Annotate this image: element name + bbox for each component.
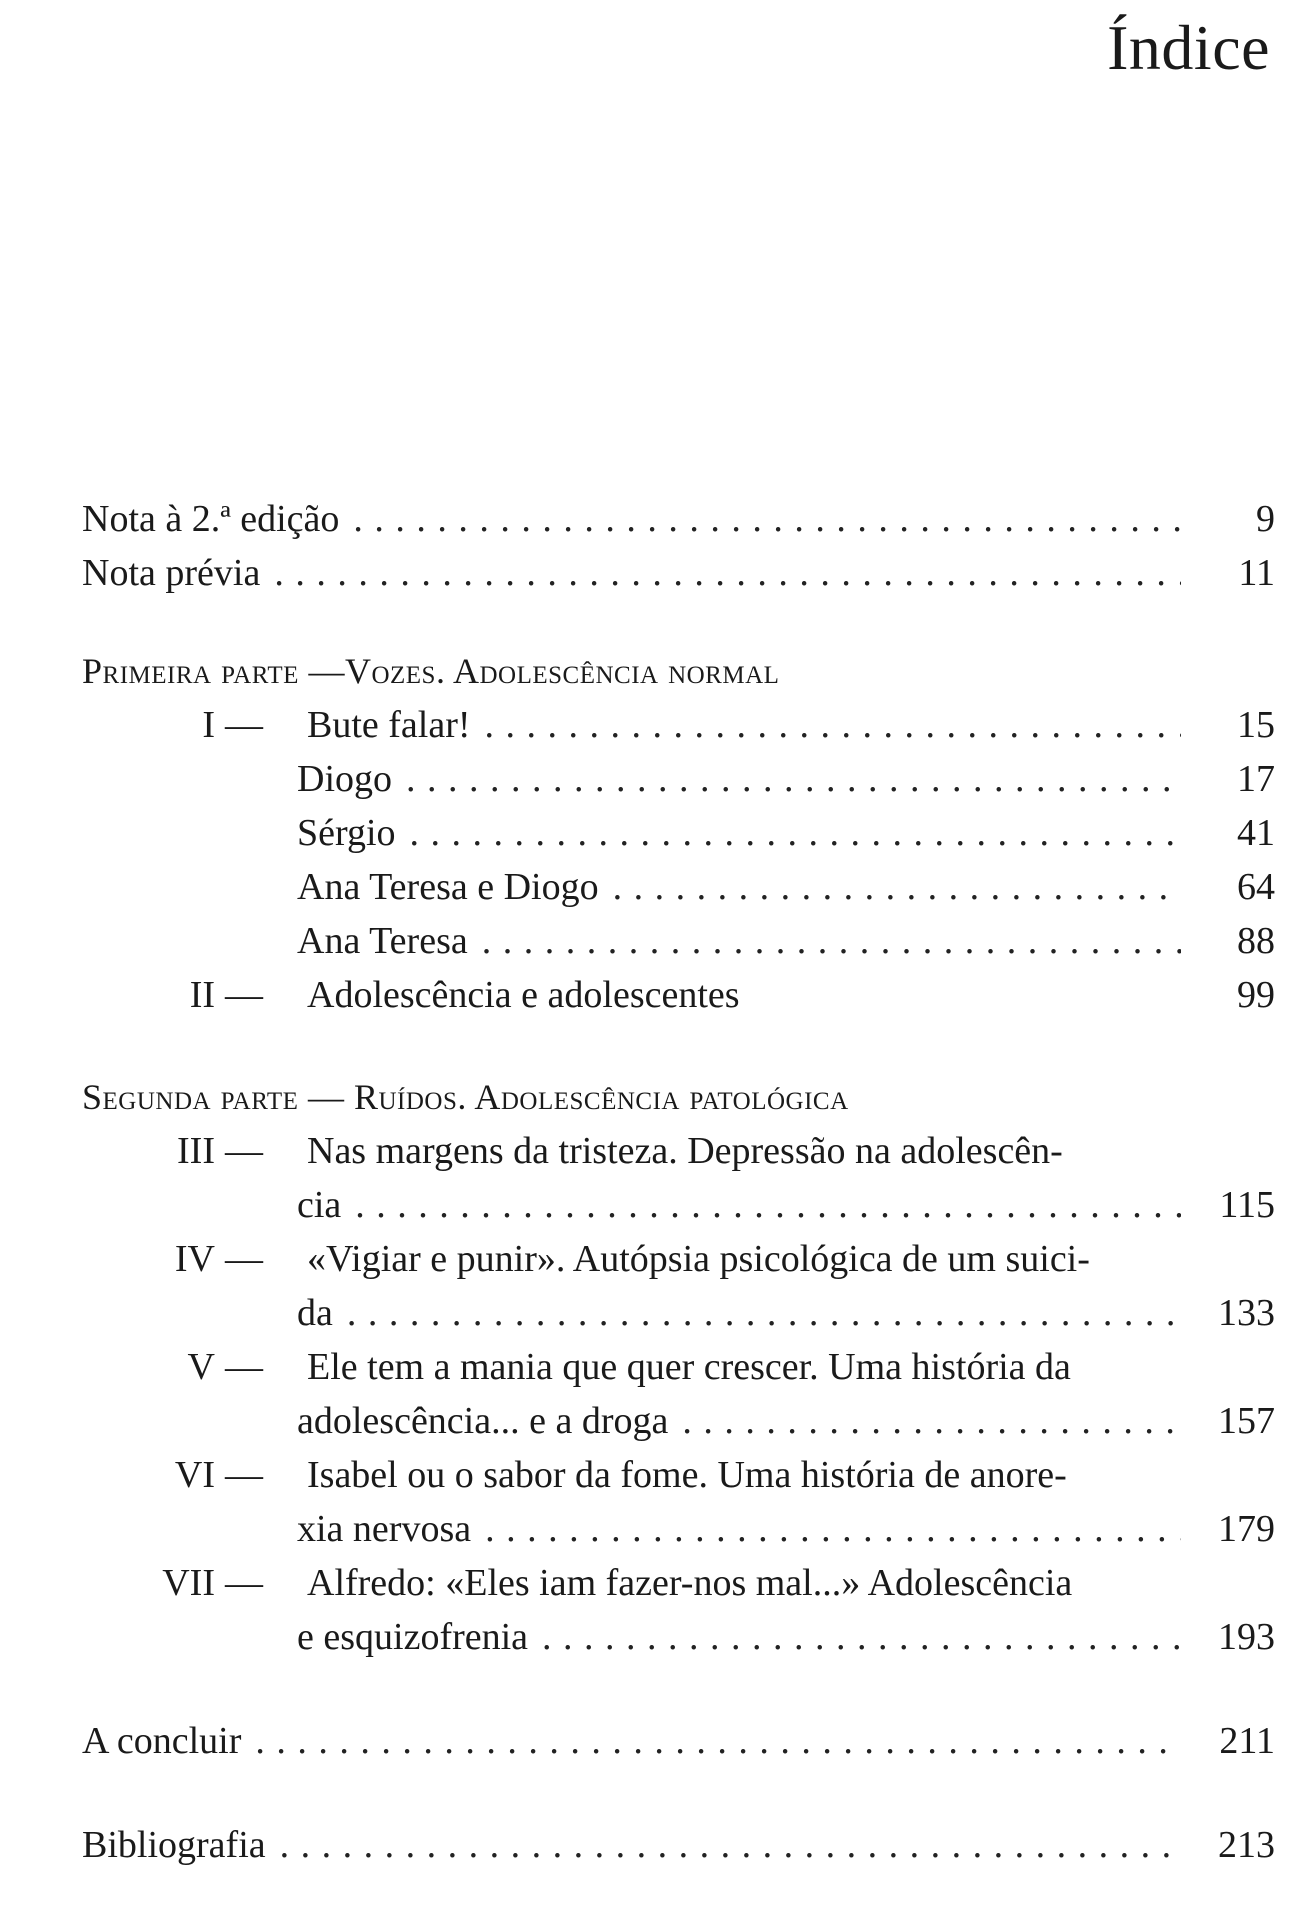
toc-entry-label: Alfredo: «Eles iam fazer-nos mal...» Adolescência <box>307 1562 1073 1604</box>
toc-entry-label: «Vigiar e punir». Autópsia psicológica de um suici- <box>307 1238 1090 1280</box>
dot-leader <box>485 1502 1181 1556</box>
dot-leader <box>410 806 1181 860</box>
toc-entry-continuation[interactable] <box>82 1178 1275 1232</box>
toc-page-number: 133 <box>1218 1292 1275 1334</box>
section-gap <box>82 1768 1275 1818</box>
toc-entry[interactable] <box>82 546 1275 600</box>
toc-page-number: 115 <box>1219 1184 1275 1226</box>
toc-entry-continuation[interactable] <box>82 1610 1275 1664</box>
toc-entry-label: adolescência... e a droga <box>297 1400 669 1442</box>
toc-subentry[interactable] <box>82 752 1275 806</box>
toc-entry-continuation[interactable] <box>82 1502 1275 1556</box>
toc-entry-label: cia <box>297 1184 342 1226</box>
toc-subentry[interactable] <box>82 806 1275 860</box>
toc-entry-label: Ana Teresa <box>297 920 468 962</box>
chapter-number: VII <box>162 1562 215 1604</box>
toc-page-number: 157 <box>1218 1400 1275 1442</box>
toc-entry-label: Sérgio <box>297 812 396 854</box>
chapter-number: II <box>189 974 215 1016</box>
toc-page-number: 9 <box>1256 498 1275 540</box>
toc-entry-label: Isabel ou o sabor da fome. Uma história de anore- <box>307 1454 1067 1496</box>
toc-entry-continuation[interactable] <box>82 1394 1275 1448</box>
toc-entry[interactable] <box>82 1232 1275 1286</box>
toc-entry-label: Ele tem a mania que quer crescer. Uma história da <box>307 1346 1071 1388</box>
toc-page-number: 64 <box>1237 866 1275 908</box>
section-gap <box>82 600 1275 644</box>
dot-leader <box>274 546 1181 600</box>
dot-leader <box>542 1610 1181 1664</box>
dot-leader <box>353 492 1181 546</box>
chapter-dash: — <box>225 974 263 1016</box>
chapter-dash: — <box>225 704 263 746</box>
dot-leader <box>485 698 1181 752</box>
toc-page-number: 88 <box>1237 920 1275 962</box>
toc-entry[interactable] <box>82 1556 1275 1610</box>
chapter-dash: — <box>225 1562 263 1604</box>
dot-leader <box>682 1394 1181 1448</box>
part-heading: Segunda parte — Ruídos. Adolescência patológica <box>82 1077 849 1117</box>
toc-page-number: 99 <box>1237 974 1275 1016</box>
part-heading: Primeira parte —Vozes. Adolescência normal <box>82 651 780 691</box>
chapter-number: I <box>202 704 215 746</box>
toc-page-number: 11 <box>1238 552 1275 594</box>
toc-entry[interactable] <box>82 1124 1275 1178</box>
section-gap <box>82 1022 1275 1070</box>
toc-page-number: 179 <box>1218 1508 1275 1550</box>
chapter-dash: — <box>225 1130 263 1172</box>
toc-entry-label: Nas margens da tristeza. Depressão na adolescên- <box>307 1130 1063 1172</box>
dot-leader <box>482 914 1181 968</box>
toc-page-number: 41 <box>1237 812 1275 854</box>
chapter-dash: — <box>225 1346 263 1388</box>
toc-page-number: 15 <box>1237 704 1275 746</box>
chapter-number: V <box>187 1346 215 1388</box>
dot-leader <box>355 1178 1181 1232</box>
toc-entry-label: Ana Teresa e Diogo <box>297 866 599 908</box>
toc-page-number: 193 <box>1218 1616 1275 1658</box>
dot-leader <box>255 1714 1181 1768</box>
toc-entry-continuation[interactable] <box>82 1286 1275 1340</box>
section-gap <box>82 1664 1275 1714</box>
toc-page-number: 211 <box>1219 1720 1275 1762</box>
toc-entry[interactable] <box>82 492 1275 546</box>
toc-page-number: 17 <box>1237 758 1275 800</box>
dot-leader <box>280 1818 1181 1872</box>
dot-leader <box>613 860 1181 914</box>
toc-entry-label: A concluir <box>82 1720 242 1762</box>
toc-entry-label: da <box>297 1292 333 1334</box>
toc-entry-label: Nota à 2.ª edição <box>82 498 340 540</box>
toc-entry-label: Diogo <box>297 758 392 800</box>
toc-entry-label: Nota prévia <box>82 552 261 594</box>
toc-entry[interactable] <box>82 1818 1275 1872</box>
toc-entry[interactable] <box>82 1714 1275 1768</box>
chapter-number: IV <box>174 1238 215 1280</box>
dot-leader <box>347 1286 1181 1340</box>
dot-leader <box>406 752 1181 806</box>
toc-entry-label: Adolescência e adolescentes <box>307 974 740 1016</box>
toc-subentry[interactable] <box>82 860 1275 914</box>
chapter-dash: — <box>225 1238 263 1280</box>
page-title: Índice <box>1107 12 1270 83</box>
toc-entry[interactable] <box>82 1448 1275 1502</box>
toc-entry[interactable] <box>82 698 1275 752</box>
table-of-contents <box>82 492 1275 1872</box>
chapter-dash: — <box>225 1454 263 1496</box>
toc-entry-label: xia nervosa <box>297 1508 472 1550</box>
toc-entry-label: Bute falar! <box>307 704 471 746</box>
toc-entry[interactable] <box>82 968 1275 1022</box>
toc-page-number: 213 <box>1218 1824 1275 1866</box>
toc-entry[interactable] <box>82 1340 1275 1394</box>
toc-entry-label: Bibliografia <box>82 1824 266 1866</box>
toc-subentry[interactable] <box>82 914 1275 968</box>
chapter-number: III <box>177 1130 215 1172</box>
chapter-number: VI <box>174 1454 215 1496</box>
toc-entry-label: e esquizofrenia <box>297 1616 529 1658</box>
